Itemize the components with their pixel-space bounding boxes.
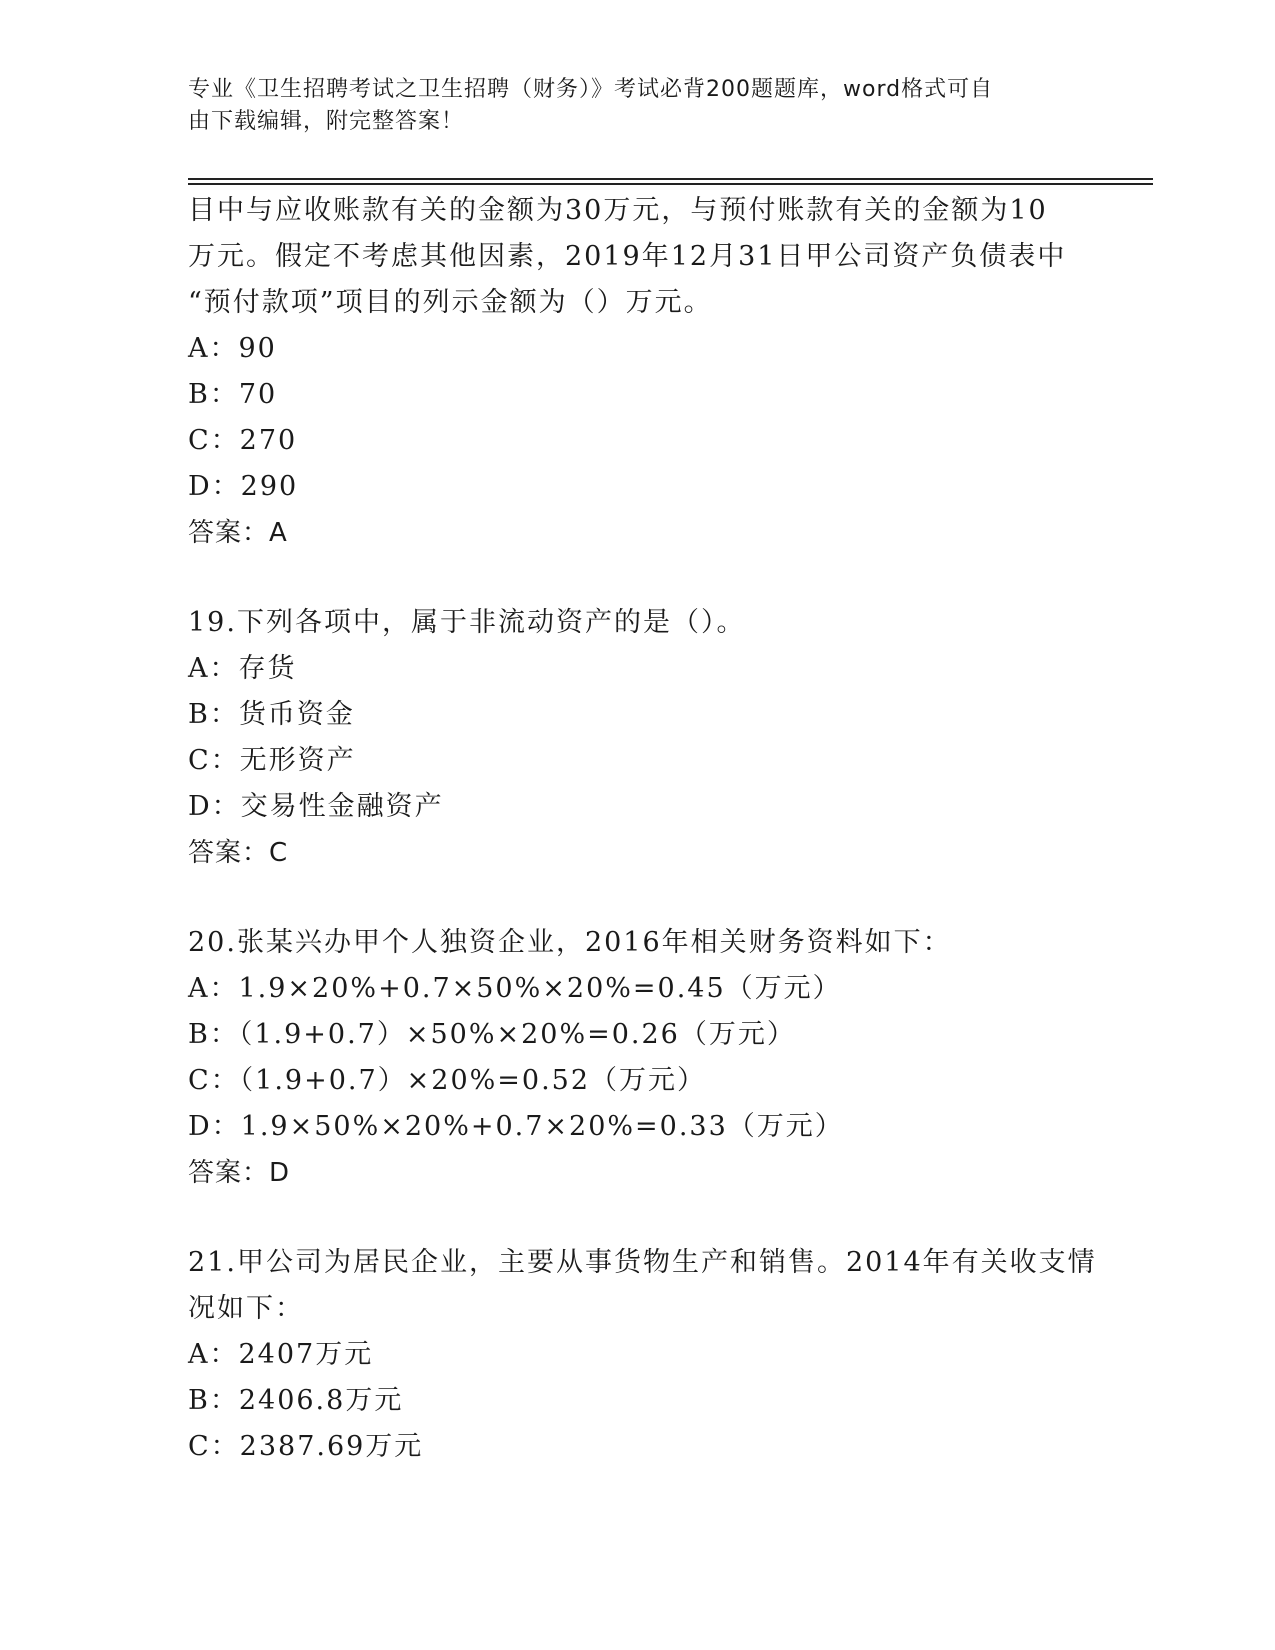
question-stem-line: 况如下： xyxy=(188,1293,304,1324)
question-20 xyxy=(188,920,1088,1196)
header-rule-top xyxy=(188,178,1153,180)
header-line-1: 专业《卫生招聘考试之卫生招聘（财务）》考试必背200题题库，word格式可自 xyxy=(188,77,994,102)
question-19 xyxy=(188,600,1088,876)
option-d: D：交易性金融资产 xyxy=(188,791,444,822)
option-b: B：货币资金 xyxy=(188,699,355,730)
option-c: C：2387.69万元 xyxy=(188,1431,424,1462)
question-spacer xyxy=(188,876,1088,920)
question-stem-line: 19.下列各项中，属于非流动资产的是（）。 xyxy=(188,607,746,638)
option-c: C：270 xyxy=(188,425,298,456)
question-stem-line: 目中与应收账款有关的金额为30万元，与预付账款有关的金额为10 xyxy=(188,195,1048,226)
header-rule-bottom xyxy=(188,183,1153,185)
answer-line: 答案：A xyxy=(188,518,288,548)
question-18 xyxy=(188,188,1088,556)
option-a: A：90 xyxy=(188,333,277,364)
header-line-2: 由下载编辑，附完整答案！ xyxy=(188,109,465,134)
question-spacer xyxy=(188,1196,1088,1240)
question-stem-line: 万元。假定不考虑其他因素，2019年12月31日甲公司资产负债表中 xyxy=(188,241,1067,272)
question-spacer xyxy=(188,556,1088,600)
option-b: B：70 xyxy=(188,379,278,410)
answer-line: 答案：C xyxy=(188,838,289,868)
question-content xyxy=(188,188,1097,1470)
question-stem-line: 20.张某兴办甲个人独资企业，2016年相关财务资料如下： xyxy=(188,927,952,958)
option-d: D：290 xyxy=(188,471,299,502)
question-21 xyxy=(188,1240,1097,1470)
question-stem-line: “预付款项”项目的列示金额为（）万元。 xyxy=(188,287,713,318)
option-a: A：存货 xyxy=(188,653,297,684)
option-b: B：2406.8万元 xyxy=(188,1385,404,1416)
option-a: A：2407万元 xyxy=(188,1339,374,1370)
option-d: D：1.9×50%×20%+0.7×20%=0.33（万元） xyxy=(188,1111,844,1142)
answer-line: 答案：D xyxy=(188,1158,291,1188)
option-a: A：1.9×20%+0.7×50%×20%=0.45（万元） xyxy=(188,973,842,1004)
option-c: C：无形资产 xyxy=(188,745,356,776)
document-header xyxy=(188,74,1068,138)
option-c: C：（1.9+0.7）×20%=0.52（万元） xyxy=(188,1065,707,1096)
question-stem-line: 21.甲公司为居民企业，主要从事货物生产和销售。2014年有关收支情 xyxy=(188,1247,1097,1278)
option-b: B：（1.9+0.7）×50%×20%=0.26（万元） xyxy=(188,1019,796,1050)
